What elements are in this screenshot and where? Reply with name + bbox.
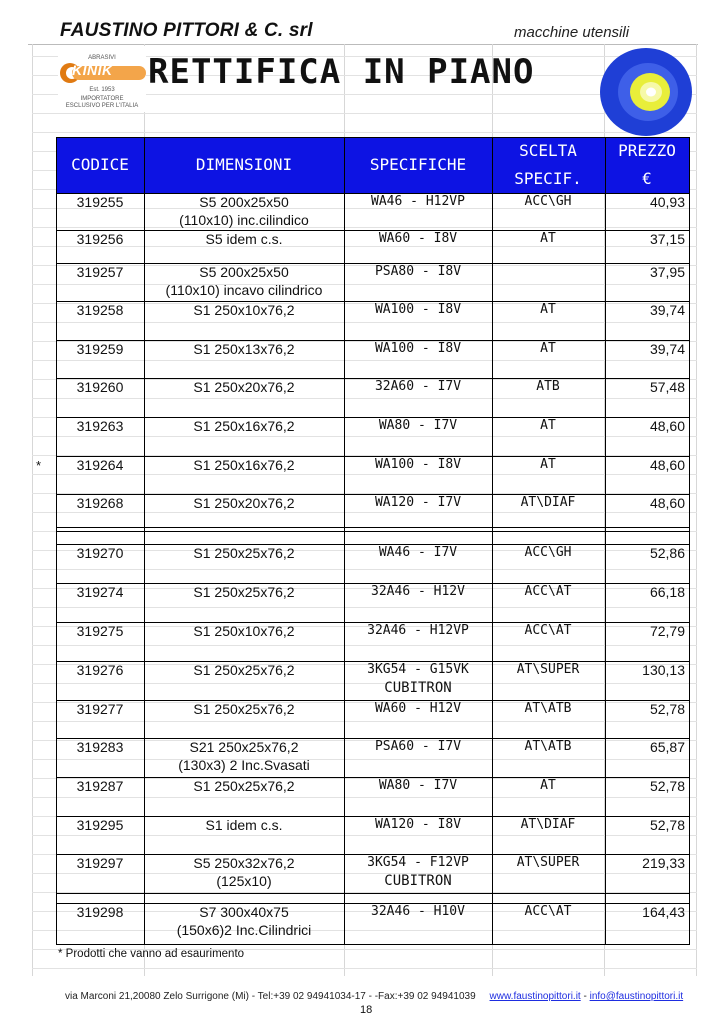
row-specification: 32A46 - H10V	[371, 904, 465, 919]
row-divider	[56, 661, 689, 662]
row-code: 319277	[76, 701, 124, 717]
row-price: 219,33	[642, 855, 685, 871]
header-prezzo-line1: PREZZO	[618, 141, 676, 160]
table-row	[56, 817, 689, 853]
row-code: 319276	[76, 662, 124, 678]
column-divider	[605, 137, 606, 945]
row-specification: WA60 - H12V	[374, 701, 462, 716]
stock-marker: *	[36, 458, 42, 473]
row-dimensions: S1 250x10x76,2	[193, 302, 295, 318]
table-row	[56, 495, 689, 531]
row-selection: AT	[540, 341, 556, 356]
table-header	[56, 137, 689, 193]
row-divider	[56, 903, 689, 904]
logo-importer-line: IMPORTATORE	[80, 96, 124, 102]
kinik-logo	[58, 46, 146, 112]
row-price: 52,86	[649, 545, 685, 561]
footer-separator: -	[580, 991, 590, 1002]
row-price: 164,43	[642, 904, 685, 920]
column-divider	[492, 137, 493, 945]
header-prezzo	[605, 137, 689, 193]
row-dimensions: S21 250x25x76,2	[189, 739, 299, 755]
logo-est-text: Est. 1953	[89, 87, 115, 93]
row-specification: 32A60 - I7V	[374, 379, 462, 394]
row-divider	[56, 230, 689, 231]
row-dimensions: S1 250x25x76,2	[193, 701, 295, 717]
row-divider	[56, 494, 689, 495]
row-specification: WA120 - I7V	[374, 495, 462, 510]
table-row	[56, 379, 689, 415]
row-divider	[56, 527, 689, 528]
row-code: 319257	[76, 264, 124, 280]
row-dimensions: S1 250x25x76,2	[193, 545, 295, 561]
row-code: 319255	[76, 194, 124, 210]
header-specifiche: SPECIFICHE	[369, 155, 467, 174]
table-row	[56, 194, 689, 230]
row-price: 48,60	[649, 495, 685, 511]
header-scelta	[492, 137, 604, 193]
row-divider	[56, 944, 689, 945]
table-row	[56, 739, 689, 775]
row-divider	[56, 531, 689, 532]
row-selection: AT\SUPER	[516, 855, 580, 870]
row-dimensions: S1 250x13x76,2	[193, 341, 295, 357]
row-specification: 3KG54 - F12VP	[367, 855, 469, 870]
row-price: 37,15	[649, 231, 685, 247]
row-specification: WA100 - I8V	[374, 341, 462, 356]
table-row	[56, 904, 689, 940]
row-dimensions-detail: (130x3) 2 Inc.Svasati	[178, 757, 310, 773]
row-divider	[56, 777, 689, 778]
row-specification: WA100 - I8V	[374, 302, 462, 317]
row-dimensions: S5 idem c.s.	[205, 231, 283, 247]
grid-row-line	[32, 968, 697, 969]
grid-column-line	[32, 44, 33, 976]
row-divider	[56, 417, 689, 418]
table-row	[56, 341, 689, 377]
row-price: 72,79	[649, 623, 685, 639]
column-divider	[144, 137, 145, 945]
table-row	[56, 418, 689, 454]
footer-email-link[interactable]: info@faustinopittori.it	[589, 991, 684, 1002]
row-selection: ACC\AT	[524, 584, 572, 599]
row-code: 319256	[76, 231, 124, 247]
row-price: 37,95	[649, 264, 685, 280]
row-selection: ACC\GH	[524, 545, 572, 560]
row-selection: AT\ATB	[524, 739, 572, 754]
page-title: RETTIFICA IN PIANO	[148, 52, 535, 92]
row-dimensions-detail: (125x10)	[216, 873, 272, 889]
row-dimensions: S1 250x16x76,2	[193, 418, 295, 434]
row-selection: ACC\GH	[524, 194, 572, 209]
row-selection: AT	[540, 302, 556, 317]
row-price: 52,78	[649, 778, 685, 794]
footer-website-link[interactable]: www.faustinopittori.it	[489, 991, 581, 1002]
row-selection: ACC\AT	[524, 623, 572, 638]
logo-top-text: ABRASIVI	[88, 55, 116, 61]
row-divider	[56, 378, 689, 379]
row-dimensions-detail: (110x10) inc.cilindico	[179, 212, 309, 228]
footer-address: via Marconi 21,20080 Zelo Surrigone (Mi) - Tel:+39 02 94941034-17 - -Fax:+39 02 94941039	[65, 991, 476, 1002]
row-selection: AT	[540, 418, 556, 433]
header-scelta-line1: SCELTA	[519, 141, 577, 160]
row-divider	[56, 544, 689, 545]
row-dimensions: S5 200x25x50	[199, 194, 289, 210]
row-price: 39,74	[649, 302, 685, 318]
table-row	[56, 778, 689, 814]
row-specification: WA80 - I7V	[378, 418, 458, 433]
column-divider	[344, 137, 345, 945]
row-divider	[56, 854, 689, 855]
table-row	[56, 457, 689, 493]
footnote: * Prodotti che vanno ad esaurimento	[58, 948, 245, 960]
row-selection: AT	[540, 231, 556, 246]
grid-column-line	[696, 44, 697, 976]
row-divider	[56, 340, 689, 341]
row-dimensions: S7 300x40x75	[199, 904, 289, 920]
row-price: 130,13	[642, 662, 685, 678]
row-divider	[56, 816, 689, 817]
row-dimensions-detail: (110x10) incavo cilindrico	[165, 282, 323, 298]
row-code: 319260	[76, 379, 124, 395]
row-specification: 32A46 - H12VP	[367, 623, 469, 638]
row-code: 319274	[76, 584, 124, 600]
row-code: 319264	[76, 457, 124, 473]
header-prezzo-line2: €	[642, 169, 652, 188]
row-selection: AT\DIAF	[520, 817, 576, 832]
row-divider	[56, 583, 689, 584]
row-specification: 32A46 - H12V	[371, 584, 465, 599]
row-price: 48,60	[649, 418, 685, 434]
row-divider	[56, 456, 689, 457]
row-code: 319259	[76, 341, 124, 357]
row-specification: WA100 - I8V	[374, 457, 462, 472]
row-dimensions: S1 250x16x76,2	[193, 457, 295, 473]
table-row	[56, 701, 689, 737]
header-codice: CODICE	[71, 155, 129, 174]
row-code: 319270	[76, 545, 124, 561]
row-divider	[56, 893, 689, 894]
table-row	[56, 623, 689, 659]
row-divider	[56, 193, 689, 194]
row-dimensions: S1 250x25x76,2	[193, 778, 295, 794]
row-dimensions: S1 idem c.s.	[205, 817, 283, 833]
table-row	[56, 855, 689, 891]
row-selection: ATB	[536, 379, 560, 394]
row-code: 319298	[76, 904, 124, 920]
company-name: FAUSTINO PITTORI & C. srl	[60, 20, 313, 41]
row-price: 52,78	[649, 701, 685, 717]
row-specification-detail: CUBITRON	[384, 680, 452, 696]
row-price: 57,48	[649, 379, 685, 395]
row-selection: AT\DIAF	[520, 495, 576, 510]
row-divider	[56, 738, 689, 739]
row-code: 319283	[76, 739, 124, 755]
header-dimensioni: DIMENSIONI	[195, 155, 293, 174]
header-scelta-line2: SPECIF.	[514, 169, 582, 188]
table-row	[56, 584, 689, 620]
row-specification: PSA60 - I7V	[374, 739, 462, 754]
row-price: 39,74	[649, 341, 685, 357]
row-price: 52,78	[649, 817, 685, 833]
row-dimensions: S1 250x10x76,2	[193, 623, 295, 639]
row-dimensions: S5 200x25x50	[199, 264, 289, 280]
row-specification: 3KG54 - G15VK	[367, 662, 469, 677]
row-dimensions: S1 250x25x76,2	[193, 662, 295, 678]
row-specification-detail: CUBITRON	[384, 873, 452, 889]
row-divider	[56, 137, 689, 138]
row-dimensions-detail: (150x6)2 Inc.Cilindrici	[176, 922, 312, 938]
row-code: 319268	[76, 495, 124, 511]
table-row	[56, 264, 689, 300]
row-code: 319295	[76, 817, 124, 833]
row-specification: WA46 - H12VP	[371, 194, 465, 209]
row-code: 319275	[76, 623, 124, 639]
row-code: 319287	[76, 778, 124, 794]
row-divider	[56, 700, 689, 701]
grinding-wheel-image	[598, 46, 694, 138]
page-number: 18	[360, 1004, 373, 1016]
row-dimensions: S5 250x32x76,2	[193, 855, 295, 871]
row-selection: AT	[540, 778, 556, 793]
logo-exclusive-line: ESCLUSIVO PER L'ITALIA	[65, 103, 139, 109]
row-divider	[56, 263, 689, 264]
row-price: 48,60	[649, 457, 685, 473]
row-selection: AT\SUPER	[516, 662, 580, 677]
row-price: 65,87	[649, 739, 685, 755]
row-specification: PSA80 - I8V	[374, 264, 462, 279]
row-specification: WA60 - I8V	[378, 231, 458, 246]
row-price: 40,93	[649, 194, 685, 210]
table-row	[56, 302, 689, 338]
column-divider	[689, 137, 690, 945]
row-code: 319258	[76, 302, 124, 318]
row-selection: AT\ATB	[524, 701, 572, 716]
row-specification: WA46 - I7V	[378, 545, 458, 560]
logo-name: KINIK	[72, 62, 113, 78]
page-footer	[65, 991, 683, 1002]
row-divider	[56, 301, 689, 302]
row-code: 319297	[76, 855, 124, 871]
row-dimensions: S1 250x20x76,2	[193, 379, 295, 395]
row-dimensions: S1 250x25x76,2	[193, 584, 295, 600]
row-code: 319263	[76, 418, 124, 434]
row-divider	[56, 622, 689, 623]
table-row	[56, 662, 689, 698]
row-price: 66,18	[649, 584, 685, 600]
column-divider	[56, 137, 57, 945]
company-tagline: macchine utensili	[514, 24, 630, 41]
row-specification: WA80 - I7V	[378, 778, 458, 793]
table-row	[56, 545, 689, 581]
row-selection: AT	[540, 457, 556, 472]
table-row	[56, 231, 689, 267]
price-table	[56, 137, 689, 945]
row-specification: WA120 - I8V	[374, 817, 462, 832]
row-dimensions: S1 250x20x76,2	[193, 495, 295, 511]
row-selection: ACC\AT	[524, 904, 572, 919]
